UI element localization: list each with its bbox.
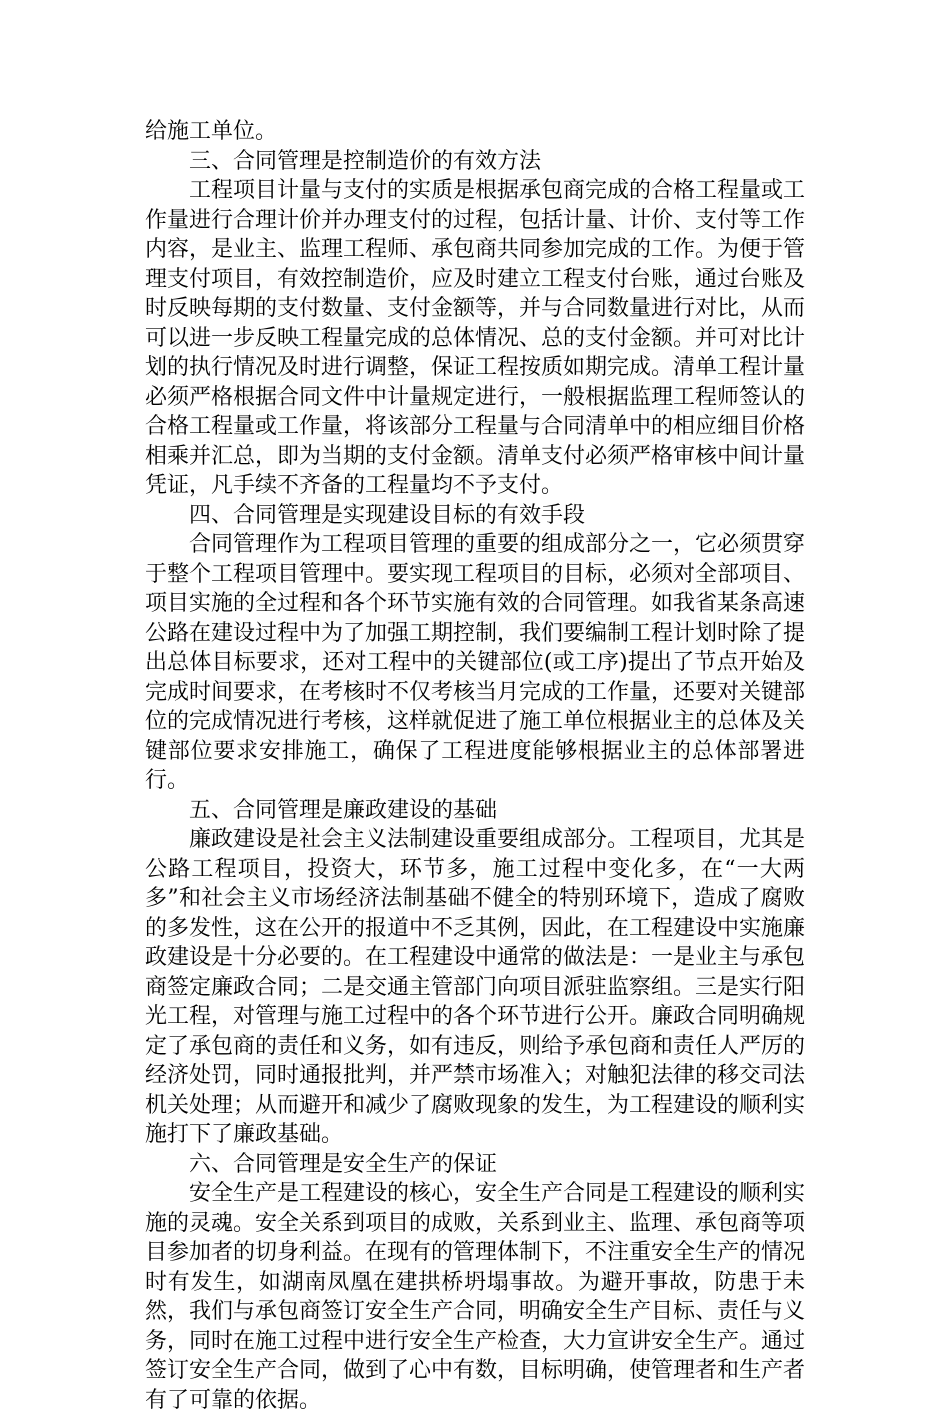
paragraph-section-6: 安全生产是工程建设的核心，安全生产合同是工程建设的顺利实施的灵魂。安全关系到项目的成败，关系到业主、监理、承包商等项目参加者的切身利益。在现有的管理体制下，不注重安全生产的情况时有发生，如湖南凤凰在建拱桥坍塌事故。为避开事故，防患于未然，我们与承包商签订安全生产合同，明确安全生产目标、责任与义务，同时在施工过程中进行安全生产检查，大力宣讲安全生产。通过签订安全生产合同，做到了心中有数，目标明确，使管理者和生产者有了可靠的依据。 [145, 1181, 806, 1413]
document-page [145, 117, 805, 1415]
section-heading-3: 三、合同管理是控制造价的有效方法 [189, 148, 542, 174]
section-heading-6: 六、合同管理是安全生产的保证 [189, 1151, 498, 1177]
paragraph-section-4: 合同管理作为工程项目管理的重要的组成部分之一，它必须贯穿于整个工程项目管理中。要实现工程项目的目标，必须对全部项目、项目实施的全过程和各个环节实施有效的合同管理。如我省某条高速公路在建设过程中为了加强工期控制，我们要编制工程计划时除了提出总体目标要求，还对工程中的关键部位(或工序)提出了节点开始及完成时间要求，在考核时不仅考核当月完成的工作量，还要对关键部位的完成情况进行考核，这样就促进了施工单位根据业主的总体及关键部位要求安排施工，确保了工程进度能够根据业主的总体部署进行。 [145, 532, 806, 793]
paragraph-section-5: 廉政建设是社会主义法制建设重要组成部分。工程项目，尤其是公路工程项目，投资大，环节多，施工过程中变化多，在“一大两多”和社会主义市场经济法制基础不健全的特别环境下，造成了腐败的多发性，这在公开的报道中不乏其例，因此，在工程建设中实施廉政建设是十分必要的。在工程建设中通常的做法是：一是业主与承包商签定廉政合同；二是交通主管部门向项目派驻监察组。三是实行阳光工程，对管理与施工过程中的各个环节进行公开。廉政合同明确规定了承包商的责任和义务，如有违反，则给予承包商和责任人严厉的经济处罚，同时通报批判，并严禁市场准入；对触犯法律的移交司法机关处理；从而避开和减少了腐败现象的发生，为工程建设的顺利实施打下了廉政基础。 [145, 827, 806, 1147]
section-heading-4: 四、合同管理是实现建设目标的有效手段 [189, 502, 586, 528]
paragraph-continuation: 给施工单位。 [145, 119, 278, 144]
section-heading-5: 五、合同管理是廉政建设的基础 [189, 797, 498, 823]
paragraph-section-3: 工程项目计量与支付的实质是根据承包商完成的合格工程量或工作量进行合理计价并办理支付的过程，包括计量、计价、支付等工作内容，是业主、监理工程师、承包商共同参加完成的工作。为便于管理支付项目，有效控制造价，应及时建立工程支付台账，通过台账及时反映每期的支付数量、支付金额等，并与合同数量进行对比，从而可以进一步反映工程量完成的总体情况、总的支付金额。并可对比计划的执行情况及时进行调整，保证工程按质如期完成。清单工程计量必须严格根据合同文件中计量规定进行，一般根据监理工程师签认的合格工程量或工作量，将该部分工程量与合同清单中的相应细目价格相乘并汇总，即为当期的支付金额。清单支付必须严格审核中间计量凭证，凡手续不齐备的工程量均不予支付。 [145, 178, 806, 498]
